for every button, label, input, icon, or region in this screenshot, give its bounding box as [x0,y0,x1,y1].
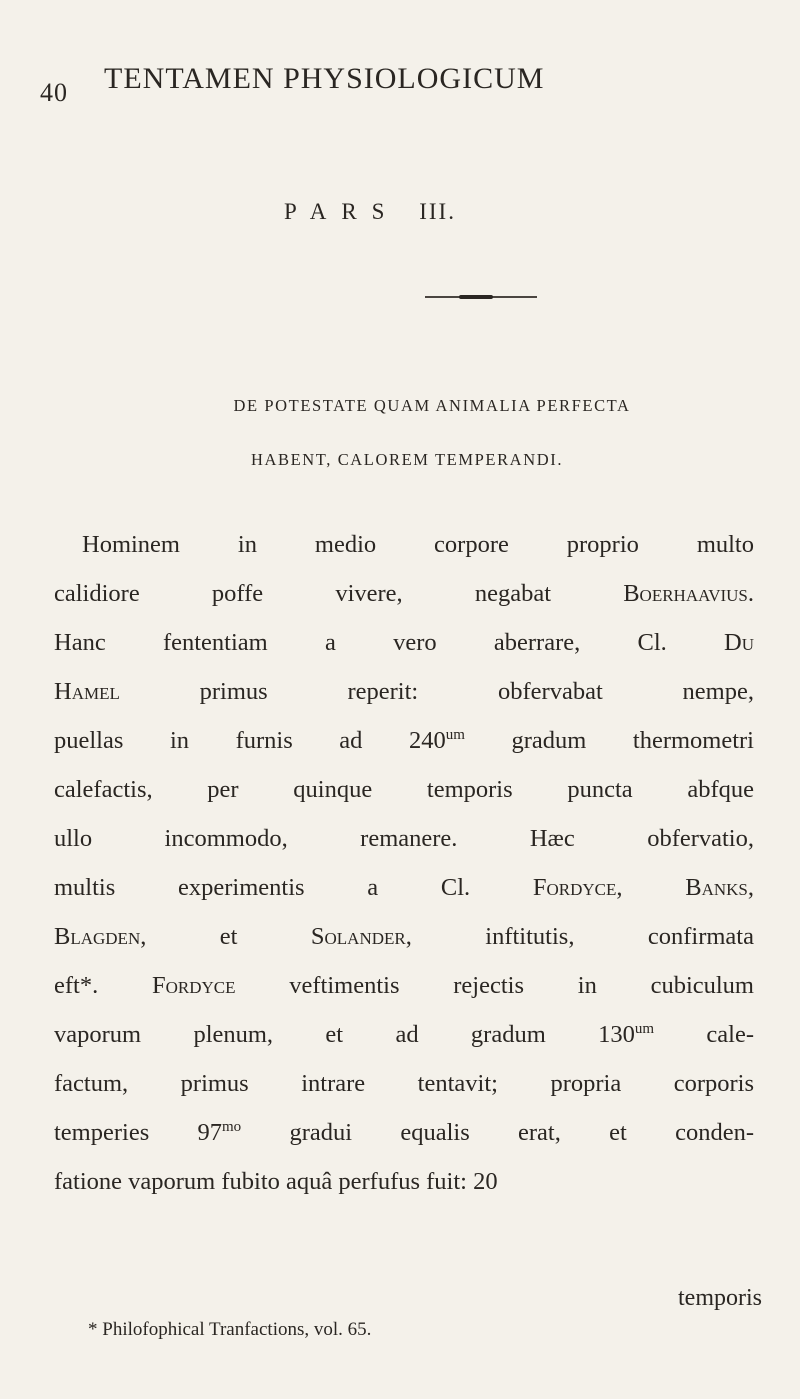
text-run: veftimentis rejectis in cubiculum [235,972,754,999]
text-run: vaporum plenum, et ad gradum 130 [54,1021,635,1048]
ordinal-superscript: um [634,1021,655,1037]
text-run: cale- [654,1021,754,1048]
part-numeral: III. [419,199,456,224]
text-run: puellas in furnis ad 240 [54,727,446,754]
author-name: Hamel [54,678,120,705]
author-name: Blagden, [54,923,147,950]
author-name: Solander, [310,923,412,950]
text-run: fatione vaporum fubito aquâ perfufus fuit: 20 [54,1168,498,1195]
text-run: Hanc fententiam a vero aberrare, Cl. [54,629,725,656]
author-name: Fordyce, Banks, [532,874,754,901]
body-line [54,569,754,618]
text-run: eft*. [54,972,152,999]
section-title-line-2: HABENT, CALOREM TEMPERANDI. [250,450,564,469]
running-title: TENTAMEN PHYSIOLOGICUM [104,62,545,95]
body-line [54,1157,754,1206]
text-run: gradui equalis erat, et conden- [241,1119,754,1146]
body-line [54,716,754,765]
body-line [54,520,754,569]
body-line [54,1108,754,1157]
catchword: temporis [678,1285,762,1311]
page-number: 40 [40,78,68,107]
body-line [54,863,754,912]
part-heading [0,199,800,225]
footnote: * Philofophical Tranfactions, vol. 65. [88,1319,372,1340]
ornament-rule [425,296,537,298]
text-run: Hominem in medio corpore proprio multo [82,531,754,558]
author-name: Fordyce [151,972,236,999]
author-name: Du [724,629,754,656]
text-run: primus reperit: obfervabat nempe, [119,678,754,705]
text-run: temperies 97 [54,1119,223,1146]
text-run: gradum thermometri [464,727,754,754]
body-line [54,961,754,1010]
body-line [54,1059,754,1108]
ordinal-superscript: um [445,727,465,743]
text-run: et [146,923,311,950]
text-run: calefactis, per quinque temporis puncta abfque [54,776,754,803]
text-run: calidiore poffe vivere, negabat [54,580,624,607]
text-run: multis experimentis a Cl. [54,874,533,901]
running-head [40,62,740,112]
body-line [54,814,754,863]
text-run: factum, primus intrare tentavit; propria corporis [54,1070,754,1097]
body-line [54,667,754,716]
text-run: inftitutis, confirmata [411,923,754,950]
author-name: Boerhaavius. [623,580,754,607]
body-line [54,618,754,667]
text-run: ullo incommodo, remanere. Hæc obfervatio, [54,825,754,852]
body-line [54,912,754,961]
body-text [54,520,754,1206]
part-word: PARS [284,199,400,224]
body-line [54,765,754,814]
ordinal-superscript: mo [222,1119,242,1135]
body-line [54,1010,754,1059]
section-title-line-1: DE POTESTATE QUAM ANIMALIA PERFECTA [233,396,631,415]
